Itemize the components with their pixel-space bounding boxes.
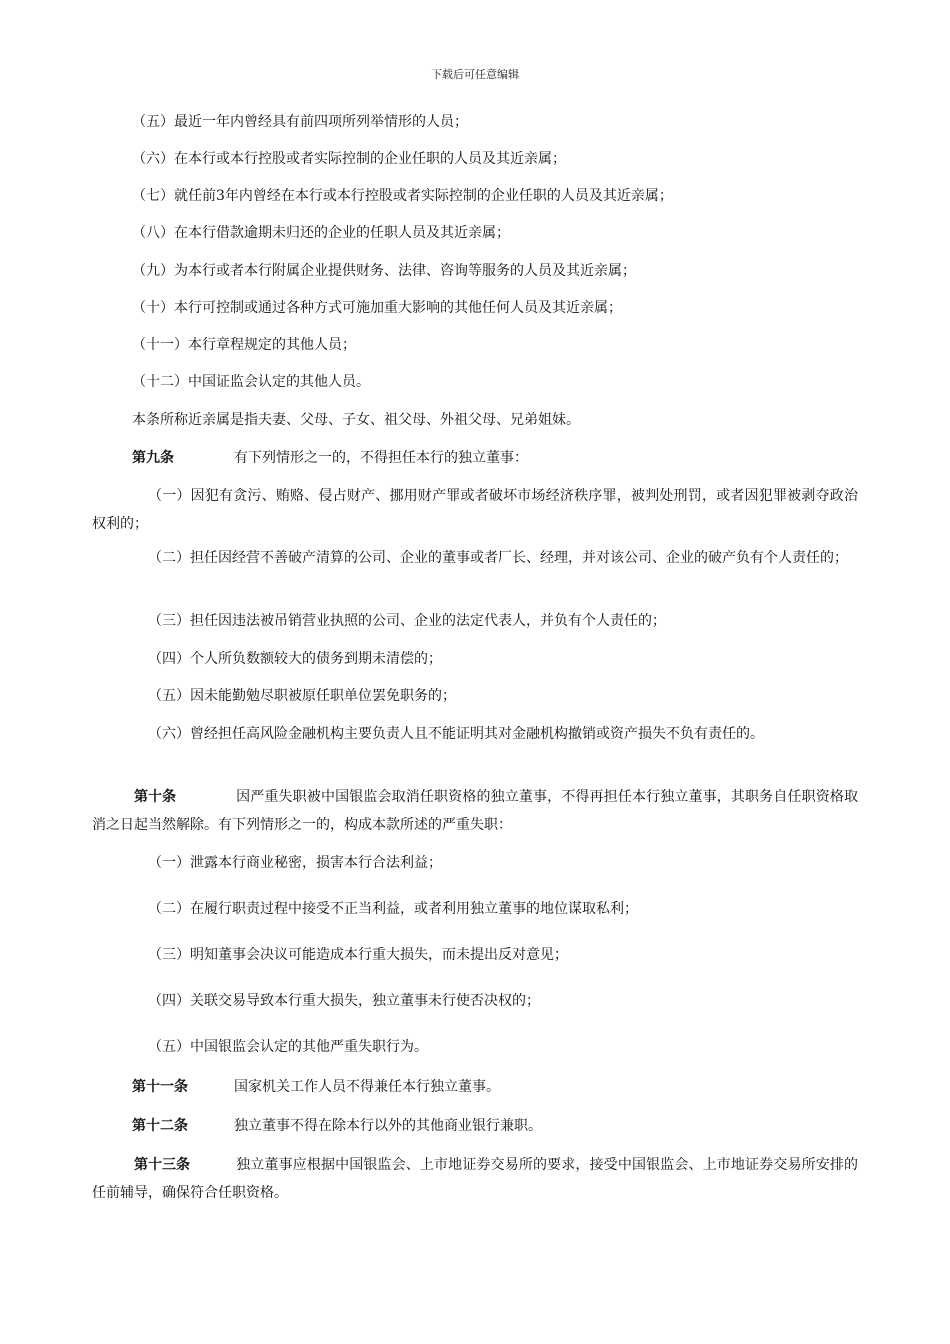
list-item: （十一）本行章程规定的其他人员； <box>132 337 356 353</box>
article-10-item: （三）明知董事会决议可能造成本行重大损失，而未提出反对意见； <box>148 947 568 963</box>
article-label: 第九条 <box>132 450 174 466</box>
article-9-item: （四）个人所负数额较大的债务到期未清偿的； <box>148 651 442 667</box>
article-label: 第十三条 <box>134 1157 190 1173</box>
article-text: 国家机关工作人员不得兼任本行独立董事。 <box>234 1079 500 1095</box>
article-10-item: （一）泄露本行商业秘密，损害本行合法利益； <box>148 855 442 871</box>
list-item: （七）就任前3年内曾经在本行或本行控股或者实际控制的企业任职的人员及其近亲属； <box>132 188 673 204</box>
article-10 <box>92 783 858 839</box>
article-text: 独立董事不得在除本行以外的其他商业银行兼职。 <box>234 1118 542 1134</box>
article-10-item: （四）关联交易导致本行重大损失，独立董事未行使否决权的； <box>148 993 540 1009</box>
list-item: （八）在本行借款逾期未归还的企业的任职人员及其近亲属； <box>132 225 510 241</box>
article-9-item: （三）担任因违法被吊销营业执照的公司、企业的法定代表人，并负有个人责任的； <box>148 613 666 629</box>
article-label: 第十二条 <box>132 1118 188 1134</box>
list-item: （十二）中国证监会认定的其他人员。 <box>132 374 370 390</box>
article-10-item: （二）在履行职责过程中接受不正当利益，或者利用独立董事的地位谋取私利； <box>148 901 638 917</box>
article-12 <box>132 1116 542 1136</box>
article-11 <box>132 1077 500 1097</box>
article-text: 独立董事应根据中国银监会、上市地证券交易所的要求，接受中国银监会、上市地证券交易所安排的任前辅导，确保符合任职资格。 <box>92 1157 858 1201</box>
article-9 <box>132 448 528 468</box>
page-header: 下载后可任意编辑 <box>431 68 519 81</box>
article-13 <box>92 1151 858 1207</box>
article-text: 有下列情形之一的，不得担任本行的独立董事： <box>234 450 528 466</box>
article-10-item: （五）中国银监会认定的其他严重失职行为。 <box>148 1039 428 1055</box>
article-label: 第十一条 <box>132 1079 188 1095</box>
list-item: （六）在本行或本行控股或者实际控制的企业任职的人员及其近亲属； <box>132 151 566 167</box>
list-item: （九）为本行或者本行附属企业提供财务、法律、咨询等服务的人员及其近亲属； <box>132 263 636 279</box>
article-text: 因严重失职被中国银监会取消任职资格的独立董事，不得再担任本行独立董事，其职务自任职资格取消之日起当然解除。有下列情形之一的，构成本款所述的严重失职： <box>92 789 858 833</box>
article-9-item: （一）因犯有贪污、贿赂、侵占财产、挪用财产罪或者破坏市场经济秩序罪，被判处刑罚，或者因犯罪被剥夺政治权利的； <box>92 488 858 532</box>
article-9-item: （六）曾经担任高风险金融机构主要负责人且不能证明其对金融机构撤销或资产损失不负有责任的。 <box>148 726 764 742</box>
article-9-item: （五）因未能勤勉尽职被原任职单位罢免职务的； <box>148 688 456 704</box>
kin-note: 本条所称近亲属是指夫妻、父母、子女、祖父母、外祖父母、兄弟姐妹。 <box>132 412 580 428</box>
article-label: 第十条 <box>134 789 176 805</box>
article-9-item: （二）担任因经营不善破产清算的公司、企业的董事或者厂长、经理，并对该公司、企业的破产负有个人责任的； <box>148 550 848 566</box>
list-item: （十）本行可控制或通过各种方式可施加重大影响的其他任何人员及其近亲属； <box>132 300 622 316</box>
list-item: （五）最近一年内曾经具有前四项所列举情形的人员； <box>132 114 468 130</box>
